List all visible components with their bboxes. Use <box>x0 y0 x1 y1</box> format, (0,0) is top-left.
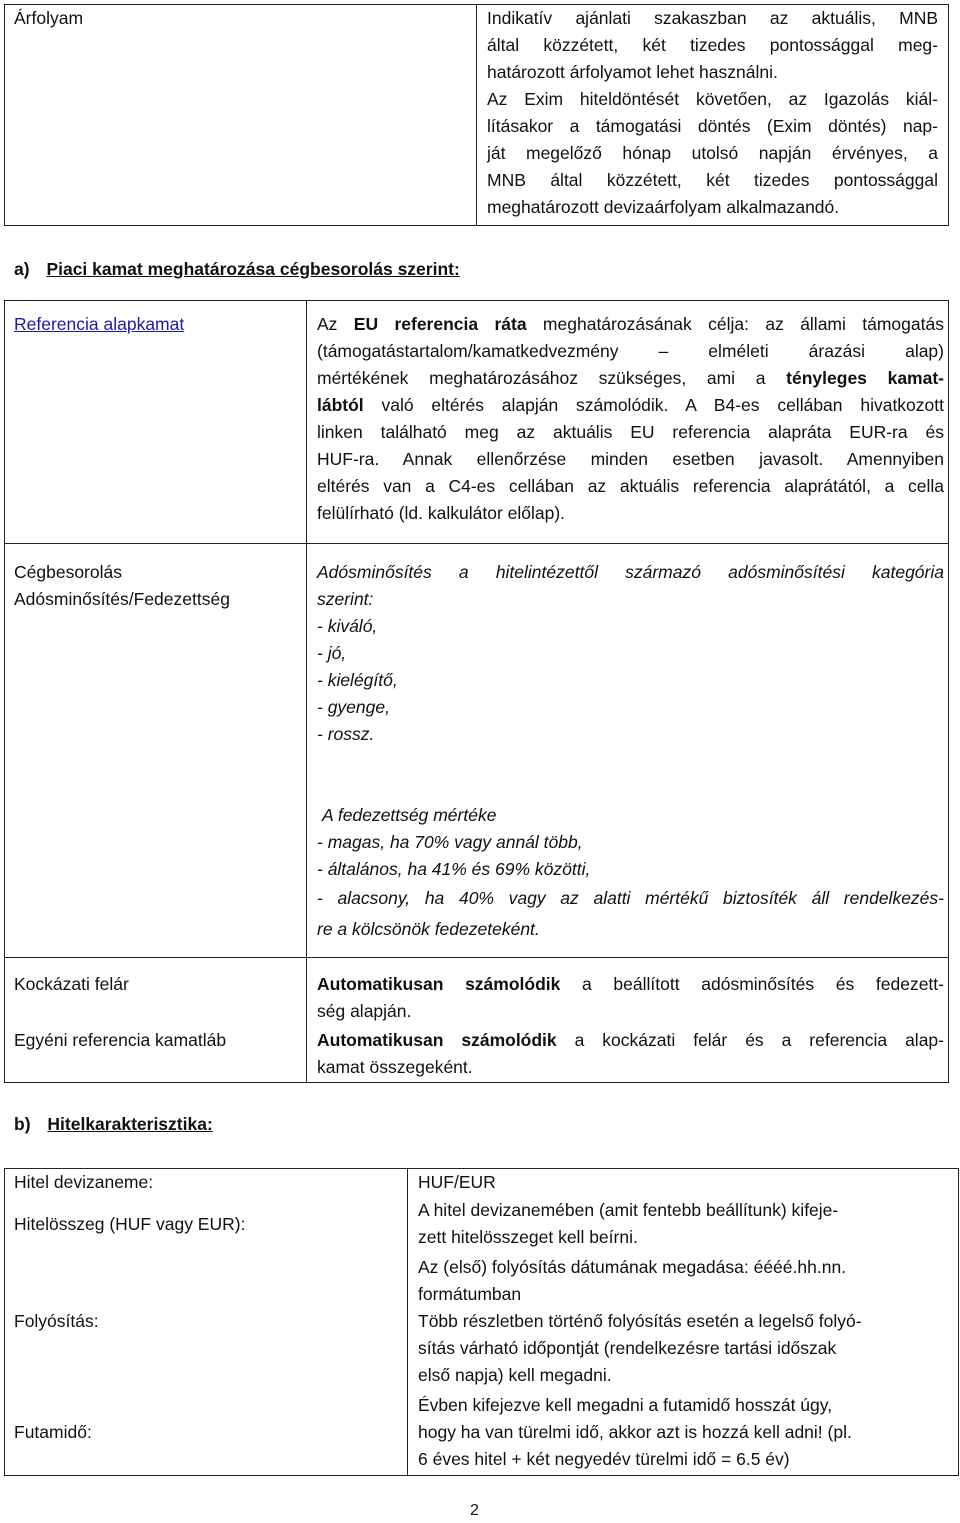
referencia-run: HUF-ra. Annak ellenőrzése minden esetben javasolt. Amennyiben <box>317 449 944 469</box>
arfolyam-text <box>487 5 938 221</box>
rating-item: - jó, <box>317 643 347 663</box>
cegbesorolas-label-line1: Cégbesorolás <box>14 562 122 582</box>
arfolyam-text-line: Az Exim hiteldöntését követően, az Igazolás kiál- <box>487 89 938 109</box>
fedezettseg-item: - alacsony, ha 40% vagy az alatti mértékű biztosíték áll rendelkezés- <box>317 888 944 908</box>
referencia-run: Az <box>317 314 354 334</box>
hitelosszeg-value <box>418 1197 948 1251</box>
referencia-line <box>317 311 944 338</box>
referencia-link[interactable]: Referencia alapkamat <box>14 314 185 334</box>
futamido-value-line1: Évben kifejezve kell megadni a futamidő hosszát úgy, <box>418 1395 833 1415</box>
arfolyam-text-line: meghatározott devizaárfolyam alkalmazandó. <box>487 197 840 217</box>
devizanem-label: Hitel devizaneme: <box>14 1172 154 1192</box>
arfolyam-label: Árfolyam <box>14 8 84 28</box>
fedezettseg-item: - magas, ha 70% vagy annál több, <box>317 832 583 852</box>
egyeni-bold: Automatikusan számolódik <box>317 1030 557 1050</box>
referencia-line <box>317 500 944 527</box>
rating-item: - kielégítő, <box>317 670 398 690</box>
rating-list <box>317 613 944 748</box>
egyeni-rest: a kockázati felár és a referencia alap- <box>556 1030 944 1050</box>
hitelosszeg-value-line1: A hitel devizanemében (amit fentebb beállítunk) kifeje- <box>418 1200 839 1220</box>
kockazati-line2: ség alapján. <box>317 1001 412 1021</box>
arfolyam-text-line: Indikatív ajánlati szakaszban az aktuális, MNB <box>487 8 938 28</box>
hitelosszeg-label: Hitelösszeg (HUF vagy EUR): <box>14 1214 246 1234</box>
arfolyam-text-line: MNB által közzétett, két tizedes pontossággal <box>487 170 938 190</box>
folyositas-label: Folyósítás: <box>14 1311 99 1331</box>
folyositas-value-line4: sítás várható időpontját (rendelkezésre tartási időszak <box>418 1338 837 1358</box>
section-b-marker: b) <box>14 1114 31 1134</box>
loan-table-divider <box>407 1168 408 1476</box>
row-divider-1 <box>4 543 949 544</box>
folyositas-value-line1: Az (első) folyósítás dátumának megadása: éééé.hh.nn. <box>418 1257 847 1277</box>
referencia-line <box>317 338 944 365</box>
referencia-run: felülírható (ld. kalkulátor előlap). <box>317 503 566 523</box>
arfolyam-text-line: által közzétett, két tizedes pontossággal meg- <box>487 35 938 55</box>
devizanem-value <box>418 1169 948 1196</box>
adosminosites-description <box>317 559 944 748</box>
referencia-description <box>317 311 944 527</box>
futamido-value-line3: 6 éves hitel + két negyedév türelmi idő = 6.5 év) <box>418 1449 790 1469</box>
folyositas-value-line3: Több részletben történő folyósítás esetén a legelső folyó- <box>418 1311 862 1331</box>
market-rate-divider <box>306 300 307 1083</box>
referencia-run: mértékének meghatározásához szükséges, ami a <box>317 368 787 388</box>
referencia-run: meghatározásának célja: az állami támogatás <box>526 314 944 334</box>
egyeni-description <box>317 1027 944 1081</box>
referencia-line <box>317 392 944 419</box>
page-number: 2 <box>470 1502 479 1519</box>
kockazati-label: Kockázati felár <box>14 974 129 994</box>
futamido-label: Futamidő: <box>14 1422 92 1442</box>
egyeni-line2: kamat összegeként. <box>317 1057 473 1077</box>
rating-item: - gyenge, <box>317 697 390 717</box>
arfolyam-text-line: határozott árfolyamot lehet használni. <box>487 62 778 82</box>
referencia-run: tényleges kamat- <box>786 368 945 388</box>
section-a-title: Piaci kamat meghatározása cégbesorolás szerint: <box>46 259 460 279</box>
fedezettseg-description <box>317 802 944 945</box>
section-b-heading <box>14 1111 213 1137</box>
arfolyam-text-line: ját megelőző hónap utolsó napján érvényes, a <box>487 143 938 163</box>
referencia-run: (támogatástartalom/kamatkedvezmény – elméleti árazási alap) <box>317 341 944 361</box>
referencia-line <box>317 473 944 500</box>
fedezettseg-item: re a kölcsönök fedezeteként. <box>317 919 540 939</box>
adosminosites-intro-line2: szerint: <box>317 589 374 609</box>
egyeni-label: Egyéni referencia kamatláb <box>14 1030 227 1050</box>
row-divider-2 <box>4 957 949 958</box>
cegbesorolas-label-line2: Adósminősítés/Fedezettség <box>14 589 230 609</box>
fedezettseg-title: A fedezettség mértéke <box>322 805 497 825</box>
fedezettseg-list <box>317 829 944 945</box>
kockazati-rest: a beállított adósminősítés és fedezett- <box>560 974 944 994</box>
arfolyam-divider <box>476 4 477 226</box>
rating-item: - kiváló, <box>317 616 378 636</box>
adosminosites-intro-line1: Adósminősítés a hitelintézettől származó adósminősítési kategória <box>317 562 944 582</box>
referencia-run: lábtól <box>317 395 364 415</box>
cegbesorolas-label <box>14 559 230 613</box>
futamido-value-line2: hogy ha van türelmi idő, akkor azt is hozzá kell adni! (pl. <box>418 1422 852 1442</box>
referencia-run: linken található meg az aktuális EU referencia alapráta EUR-ra és <box>317 422 944 442</box>
arfolyam-text-line: lításakor a támogatási döntés (Exim döntés) nap- <box>487 116 938 136</box>
hitelosszeg-value-line2: zett hitelösszeget kell beírni. <box>418 1227 638 1247</box>
futamido-value <box>418 1392 948 1473</box>
referencia-run: eltérés van a C4-es cellában az aktuális referencia alaprátától, a cella <box>317 476 944 496</box>
fedezettseg-item: - általános, ha 41% és 69% közötti, <box>317 859 591 879</box>
rating-item: - rossz. <box>317 724 375 744</box>
referencia-line <box>317 446 944 473</box>
referencia-line <box>317 419 944 446</box>
kockazati-bold: Automatikusan számolódik <box>317 974 561 994</box>
section-b-title: Hitelkarakterisztika: <box>47 1114 213 1134</box>
section-a-heading <box>14 256 460 282</box>
referencia-run: való eltérés alapján számolódik. A B4-es cellában hivatkozott <box>363 395 944 415</box>
devizanem-value-line1: HUF/EUR <box>418 1172 496 1192</box>
folyositas-value-line5: első napja) kell megadni. <box>418 1365 612 1385</box>
kockazati-description <box>317 971 944 1025</box>
referencia-run: EU referencia ráta <box>353 314 527 334</box>
folyositas-value <box>418 1254 948 1389</box>
referencia-line <box>317 365 944 392</box>
section-a-marker: a) <box>14 259 30 279</box>
folyositas-value-line2: formátumban <box>418 1284 522 1304</box>
